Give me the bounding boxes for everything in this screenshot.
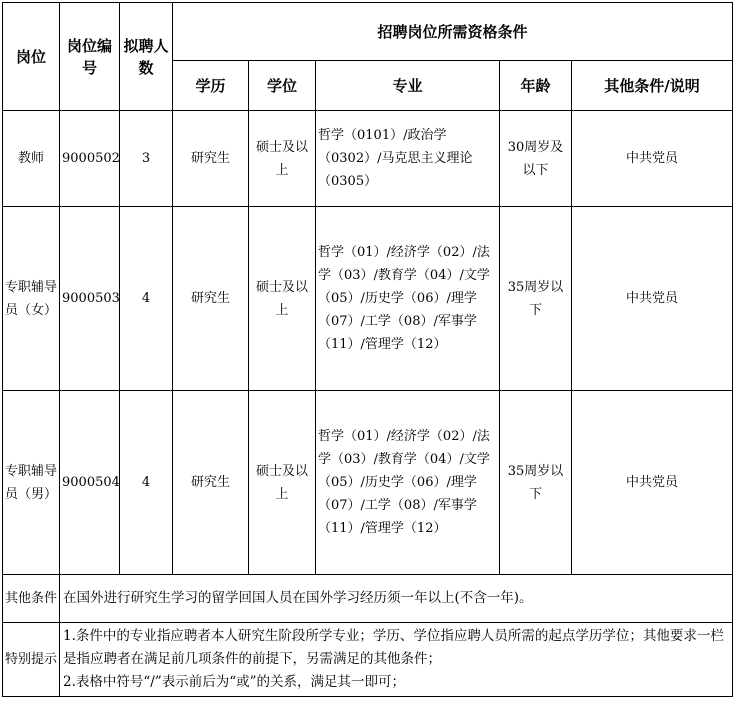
header-degree: 学位	[249, 61, 316, 111]
special-notes-row	[3, 623, 733, 697]
other-cell: 中共党员	[572, 207, 733, 391]
table-row	[3, 111, 733, 207]
recruitment-table	[2, 2, 733, 697]
education-cell: 研究生	[173, 111, 249, 207]
code-cell: 9000504	[60, 391, 120, 575]
header-qualifications: 招聘岗位所需资格条件	[173, 3, 733, 61]
major-cell: 哲学（0101）/政治学（0302）/马克思主义理论（0305）	[316, 111, 500, 207]
education-cell: 研究生	[173, 391, 249, 575]
major-cell: 哲学（01）/经济学（02）/法学（03）/教育学（04）/文学（05）/历史学（06）/理学（07）/工学（08）/军事学（11）/管理学（12）	[316, 391, 500, 575]
code-cell: 9000502	[60, 111, 120, 207]
age-cell: 35周岁以下	[500, 207, 572, 391]
special-note-2: 2.表格中符号“/”表示前后为“或”的关系，满足其一即可；	[63, 674, 406, 690]
code-cell: 9000503	[60, 207, 120, 391]
header-position: 岗位	[3, 3, 60, 111]
header-other: 其他条件/说明	[572, 61, 733, 111]
header-code: 岗位编号	[60, 3, 120, 111]
other-conditions-label: 其他条件	[3, 575, 60, 623]
count-cell: 3	[120, 111, 173, 207]
major-cell: 哲学（01）/经济学（02）/法学（03）/教育学（04）/文学（05）/历史学（06）/理学（07）/工学（08）/军事学（11）/管理学（12）	[316, 207, 500, 391]
count-cell: 4	[120, 207, 173, 391]
special-notes-text	[60, 623, 733, 697]
header-major: 专业	[316, 61, 500, 111]
education-cell: 研究生	[173, 207, 249, 391]
position-cell: 专职辅导员（女）	[3, 207, 60, 391]
table-row	[3, 207, 733, 391]
age-cell: 30周岁及以下	[500, 111, 572, 207]
count-cell: 4	[120, 391, 173, 575]
position-cell: 教师	[3, 111, 60, 207]
other-conditions-row	[3, 575, 733, 623]
special-notes-label: 特别提示	[3, 623, 60, 697]
header-education: 学历	[173, 61, 249, 111]
header-age: 年龄	[500, 61, 572, 111]
position-cell: 专职辅导员（男）	[3, 391, 60, 575]
special-note-1: 1.条件中的专业指应聘者本人研究生阶段所学专业；学历、学位指应聘人员所需的起点学历学位；其他要求一栏是指应聘者在满足前几项条件的前提下，另需满足的其他条件；	[63, 628, 724, 667]
degree-cell: 硕士及以上	[249, 111, 316, 207]
header-count: 拟聘人数	[120, 3, 173, 111]
degree-cell: 硕士及以上	[249, 207, 316, 391]
other-cell: 中共党员	[572, 111, 733, 207]
degree-cell: 硕士及以上	[249, 391, 316, 575]
other-conditions-text: 在国外进行研究生学习的留学回国人员在国外学习经历须一年以上(不含一年)。	[60, 575, 733, 623]
age-cell: 35周岁以下	[500, 391, 572, 575]
table-row	[3, 391, 733, 575]
other-cell: 中共党员	[572, 391, 733, 575]
